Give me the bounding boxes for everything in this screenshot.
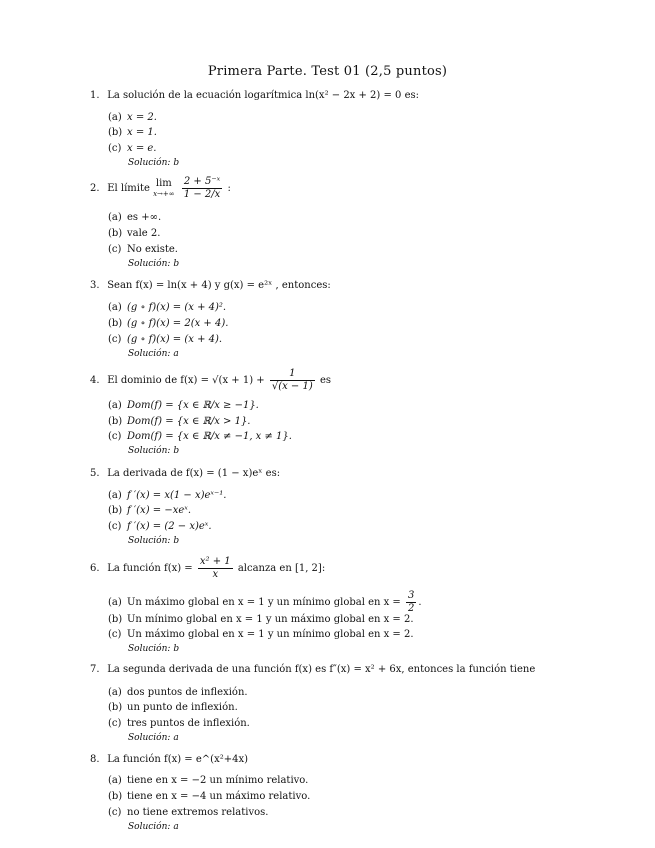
option-text: dos puntos de inflexión. [127,687,248,698]
question-stem: La segunda derivada de una función f(x) es f″(x) = x² + 6x, entonces la función tiene [107,664,536,675]
option-text: un punto de inflexión. [127,702,238,713]
option-3c [108,334,222,345]
option-text: f ′(x) = −xeˣ. [127,505,191,516]
solution-label: Solución: [128,822,171,832]
question-2 [90,176,231,201]
solution-value: a [173,349,179,359]
solution-3 [128,349,179,359]
solution-value: a [173,733,179,743]
option-text: Dom(f) = {x ∈ ℝ/x ≥ −1}. [127,400,259,411]
option-text: (g ∘ f)(x) = (x + 4). [127,334,223,345]
option-5a [108,490,226,501]
option-6c [108,629,414,640]
option-text: No existe. [127,244,178,255]
question-stem-prefix: El dominio de f(x) = √(x + 1) + [107,375,265,386]
solution-value: b [173,446,180,456]
domain-fraction [270,368,315,393]
option-1a [108,112,157,123]
question-stem-prefix: El límite [107,183,150,194]
solution-value: b [173,644,180,654]
question-8 [90,754,248,765]
option-fraction [406,590,416,615]
option-text: f ′(x) = (2 − x)eˣ. [127,521,212,532]
option-text: tres puntos de inflexión. [127,718,250,729]
option-tag: (a) [108,112,122,123]
question-3 [90,280,331,291]
option-tag: (c) [108,431,122,442]
option-text: Un mínimo global en x = 1 y un máximo global en x = 2. [127,614,414,625]
option-7b [108,702,238,713]
solution-value: b [173,259,180,269]
option-suffix: . [418,597,422,608]
solution-8 [128,822,179,832]
question-5 [90,468,280,479]
option-8b [108,791,310,802]
question-number: 4. [90,375,100,386]
option-7a [108,687,248,698]
option-3b [108,318,228,329]
solution-label: Solución: [128,536,171,546]
question-stem: Sean f(x) = ln(x + 4) y g(x) = e²ˣ , entonces: [107,280,331,291]
fraction-numerator: 3 [408,590,415,601]
option-tag: (a) [108,400,122,411]
question-number: 1. [90,90,100,101]
question-1 [90,90,419,101]
solution-4 [128,446,179,456]
option-text: x = 1. [127,127,157,138]
solution-label: Solución: [128,349,171,359]
solution-label: Solución: [128,259,171,269]
option-4a [108,400,259,411]
option-2c [108,244,178,255]
option-4b [108,416,250,427]
question-stem-prefix: La función f(x) = [107,563,193,574]
option-text: tiene en x = −2 un mínimo relativo. [127,775,309,786]
option-text: x = e. [127,143,157,154]
question-stem: La derivada de f(x) = (1 − x)eˣ es: [107,468,281,479]
question-7 [90,664,535,675]
option-text: (g ∘ f)(x) = 2(x + 4). [127,318,229,329]
function-fraction [198,556,233,581]
solution-2 [128,259,179,269]
fraction-denominator: √(x − 1) [271,381,313,392]
option-tag: (c) [108,807,122,818]
fraction-numerator: 1 [270,368,315,381]
option-2b [108,228,160,239]
option-tag: (c) [108,629,122,640]
option-text: vale 2. [127,228,161,239]
question-stem: La función f(x) = e^(x²+4x) [107,754,248,765]
option-text: es +∞. [127,212,162,223]
solution-label: Solución: [128,733,171,743]
option-text: no tiene extremos relativos. [127,807,269,818]
question-number: 2. [90,183,100,194]
option-7c [108,718,250,729]
limit-subscript: x→+∞ [153,189,175,198]
question-number: 6. [90,563,100,574]
solution-5 [128,536,179,546]
solution-value: b [173,158,180,168]
option-text: tiene en x = −4 un máximo relativo. [127,791,311,802]
option-2a [108,212,161,223]
option-tag: (c) [108,244,122,255]
option-tag: (b) [108,228,123,239]
option-6a [108,590,422,615]
option-tag: (b) [108,791,123,802]
option-4c [108,431,292,442]
question-stem-suffix: alcanza en [1, 2]: [237,563,326,574]
fraction-numerator: 2 + 5⁻ˣ [182,176,222,189]
solution-label: Solución: [128,446,171,456]
fraction-denominator: 2 [408,603,415,614]
question-stem: La solución de la ecuación logarítmica ln(x² − 2x + 2) = 0 es: [107,90,420,101]
option-tag: (b) [108,614,123,625]
option-tag: (b) [108,702,123,713]
option-6b [108,614,414,625]
question-number: 7. [90,664,100,675]
limit-operator: lim x→+∞ [153,177,175,198]
fraction-numerator: x² + 1 [199,556,231,567]
option-1c [108,143,156,154]
option-tag: (b) [108,416,123,427]
question-stem-suffix: es [319,375,332,386]
option-tag: (c) [108,334,122,345]
option-text: Un máximo global en x = 1 y un mínimo global en x = 2. [127,629,414,640]
solution-value: a [173,822,179,832]
solution-7 [128,733,179,743]
option-tag: (a) [108,597,122,608]
solution-label: Solución: [128,644,171,654]
option-tag: (b) [108,127,123,138]
option-tag: (a) [108,687,122,698]
solution-label: Solución: [128,158,171,168]
question-number: 8. [90,754,100,765]
option-5b [108,505,191,516]
limit-fraction [182,176,222,201]
option-5c [108,521,212,532]
option-text: Dom(f) = {x ∈ ℝ/x ≠ −1, x ≠ 1}. [127,431,292,442]
fraction-denominator: x [212,569,219,580]
option-tag: (a) [108,775,122,786]
page-title: Primera Parte. Test 01 (2,5 puntos) [207,64,448,79]
option-8c [108,807,268,818]
option-text: Un máximo global en x = 1 y un mínimo global en x = [127,597,401,608]
option-8a [108,775,308,786]
option-text: Dom(f) = {x ∈ ℝ/x > 1}. [127,416,251,427]
option-tag: (a) [108,212,122,223]
question-number: 3. [90,280,100,291]
question-4 [90,368,331,393]
question-number: 5. [90,468,100,479]
question-stem-suffix: : [227,183,231,194]
option-tag: (c) [108,521,122,532]
solution-value: b [173,536,180,546]
option-1b [108,127,157,138]
option-tag: (b) [108,318,123,329]
solution-6 [128,644,179,654]
solution-1 [128,158,179,168]
option-tag: (c) [108,143,122,154]
option-tag: (c) [108,718,122,729]
question-6 [90,556,325,581]
option-tag: (a) [108,302,122,313]
option-tag: (a) [108,490,122,501]
option-tag: (b) [108,505,123,516]
option-text: f ′(x) = x(1 − x)eˣ⁻¹. [127,490,227,501]
option-3a [108,302,226,313]
fraction-denominator: 1 − 2/x [183,189,221,200]
option-text: x = 2. [127,112,157,123]
option-text: (g ∘ f)(x) = (x + 4)². [127,302,227,313]
